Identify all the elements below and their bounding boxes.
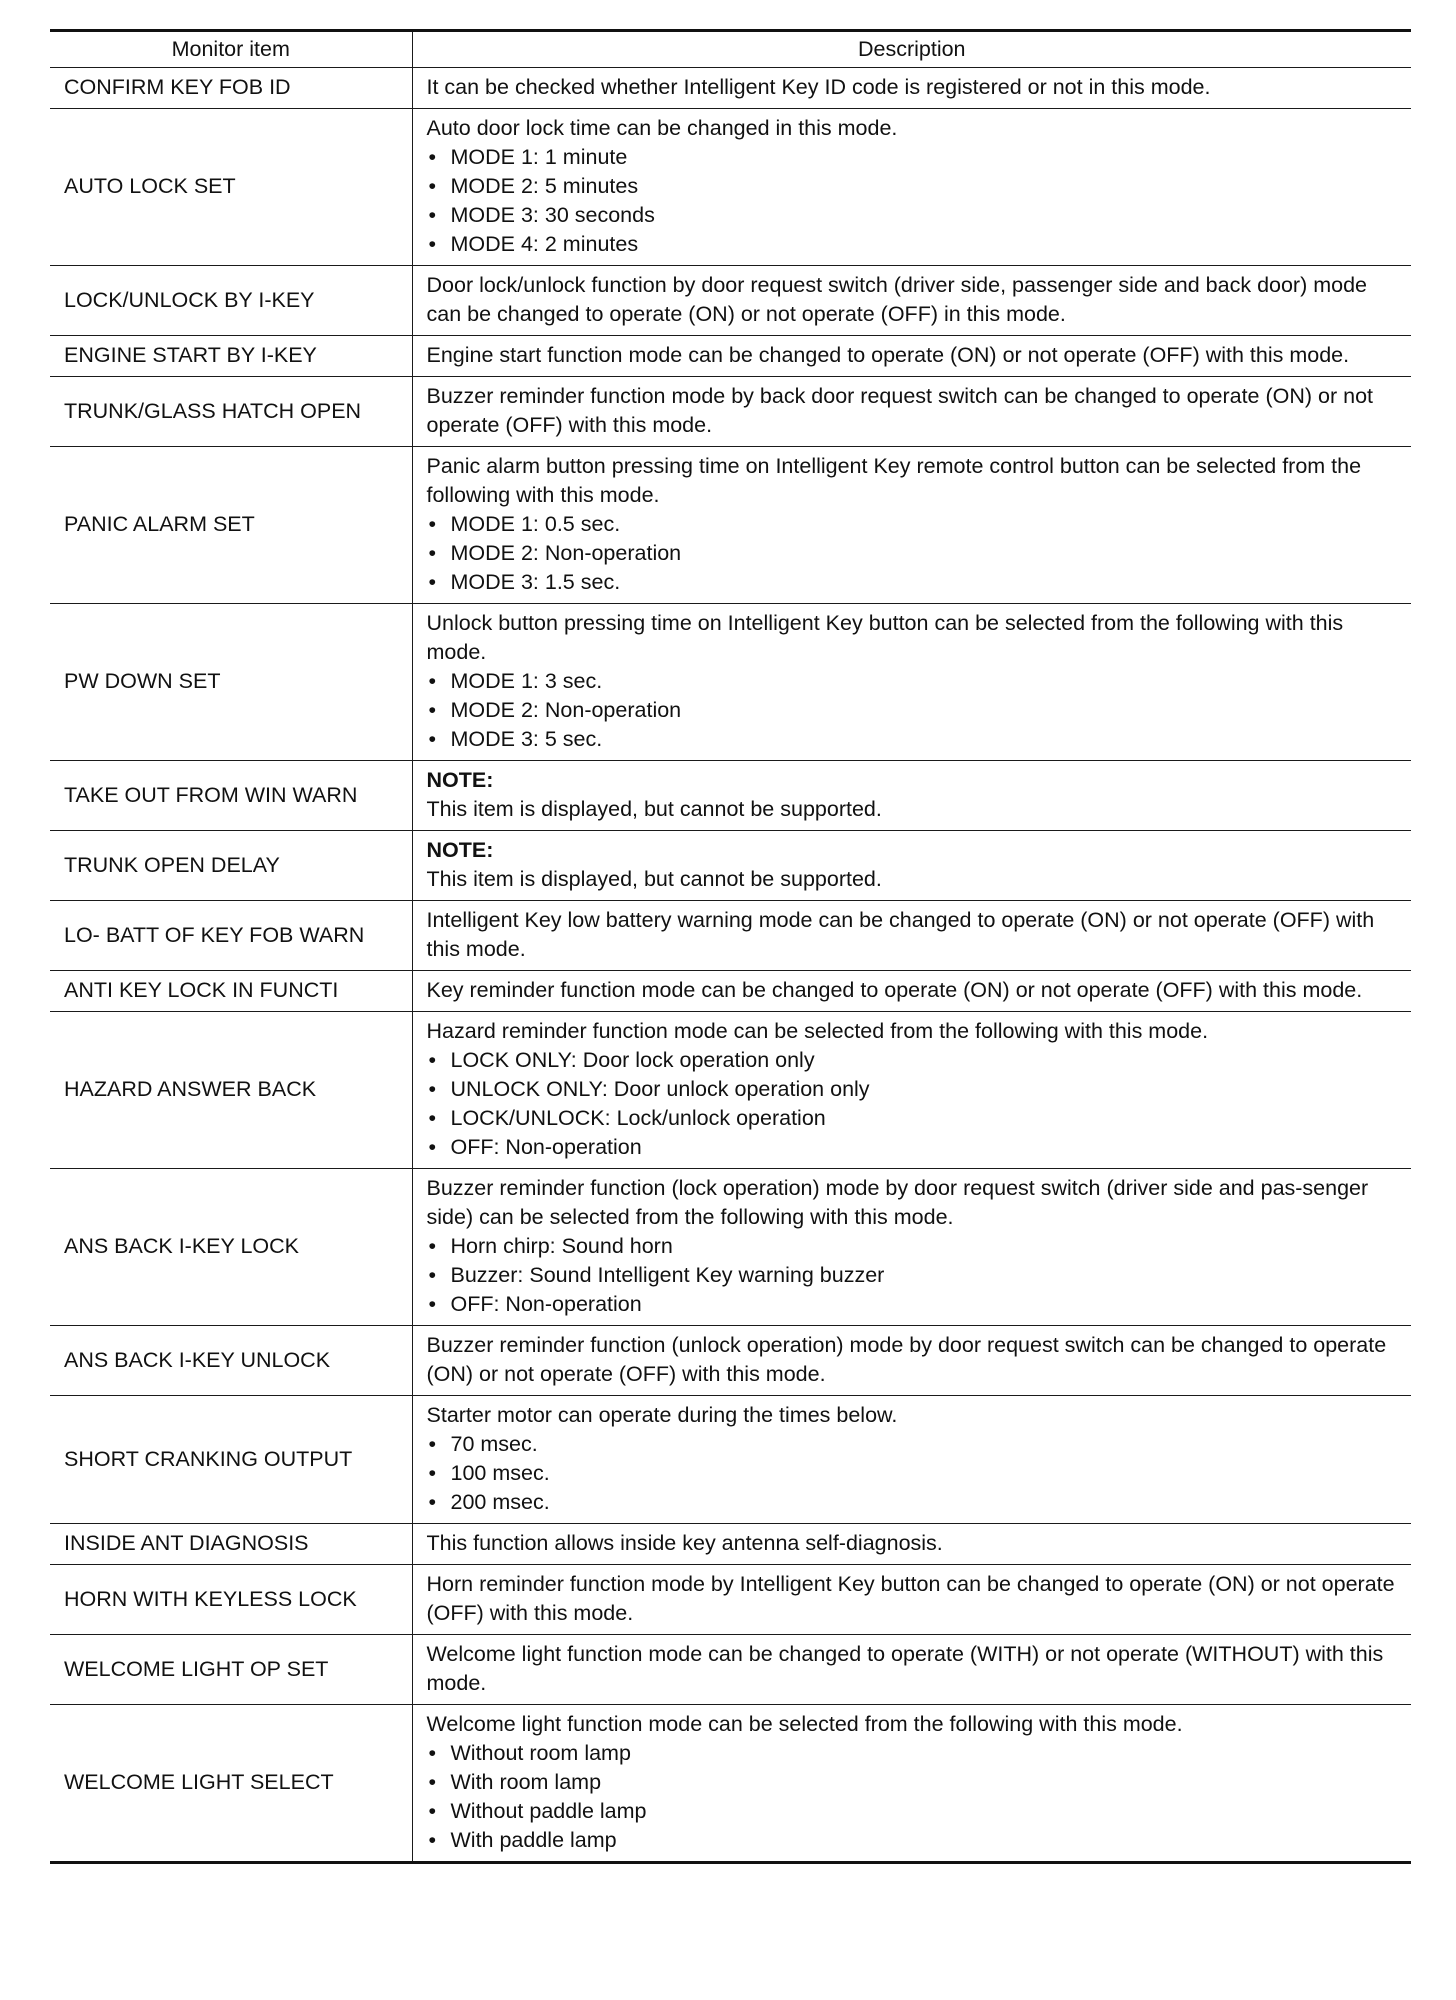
monitor-item-cell: ANS BACK I-KEY LOCK bbox=[50, 1169, 412, 1326]
bullet-item: • MODE 2: 5 minutes bbox=[427, 172, 1398, 201]
table-row bbox=[50, 1565, 1411, 1635]
description-text: It can be checked whether Intelligent Key ID code is registered or not in this mode. bbox=[426, 75, 1211, 99]
description-cell bbox=[412, 1012, 1411, 1169]
description-cell bbox=[412, 377, 1411, 447]
table-row bbox=[50, 1396, 1411, 1524]
monitor-item-cell: HORN WITH KEYLESS LOCK bbox=[50, 1565, 412, 1635]
monitor-item-cell: LOCK/UNLOCK BY I-KEY bbox=[50, 266, 412, 336]
monitor-item-cell: ANS BACK I-KEY UNLOCK bbox=[50, 1326, 412, 1396]
monitor-item-cell: WELCOME LIGHT OP SET bbox=[50, 1635, 412, 1705]
table-row bbox=[50, 109, 1411, 266]
bullet-list bbox=[427, 1430, 1398, 1517]
description-cell bbox=[412, 1565, 1411, 1635]
description-text: Key reminder function mode can be changed to operate (ON) or not operate (OFF) with this mode. bbox=[426, 978, 1363, 1002]
table-row bbox=[50, 604, 1411, 761]
bullet-item: • MODE 1: 0.5 sec. bbox=[427, 510, 1398, 539]
bullet-item: • OFF: Non-operation bbox=[427, 1133, 1398, 1162]
description-cell bbox=[412, 266, 1411, 336]
bullet-item: • With paddle lamp bbox=[427, 1826, 1398, 1855]
table-body bbox=[50, 68, 1411, 1863]
monitor-item-cell: AUTO LOCK SET bbox=[50, 109, 412, 266]
note-label: NOTE: bbox=[426, 838, 494, 862]
bullet-list bbox=[427, 667, 1398, 754]
description-cell bbox=[412, 1635, 1411, 1705]
bullet-item: • MODE 2: Non-operation bbox=[427, 539, 1398, 568]
monitor-item-cell: PANIC ALARM SET bbox=[50, 447, 412, 604]
description-cell bbox=[412, 604, 1411, 761]
bullet-item: • LOCK ONLY: Door lock operation only bbox=[427, 1046, 1398, 1075]
bullet-item: • MODE 3: 30 seconds bbox=[427, 201, 1398, 230]
description-cell bbox=[412, 1326, 1411, 1396]
bullet-item: • Buzzer: Sound Intelligent Key warning buzzer bbox=[427, 1261, 1398, 1290]
monitor-item-cell: WELCOME LIGHT SELECT bbox=[50, 1705, 412, 1863]
table-row bbox=[50, 447, 1411, 604]
description-text: Horn reminder function mode by Intelligent Key button can be changed to operate (ON) or not operate (OFF) with this mode. bbox=[426, 1572, 1395, 1625]
note-label: NOTE: bbox=[426, 768, 494, 792]
monitor-item-cell: INSIDE ANT DIAGNOSIS bbox=[50, 1524, 412, 1565]
bullet-item: • 200 msec. bbox=[427, 1488, 1398, 1517]
description-text: Auto door lock time can be changed in this mode. bbox=[426, 116, 898, 140]
table-row bbox=[50, 1635, 1411, 1705]
description-text: Buzzer reminder function (unlock operation) mode by door request switch can be changed to operate (ON) or not operate (OFF) with this mode. bbox=[426, 1333, 1387, 1386]
description-cell bbox=[412, 1396, 1411, 1524]
description-text: Unlock button pressing time on Intelligent Key button can be selected from the following with this mode. bbox=[426, 611, 1344, 664]
bullet-item: • OFF: Non-operation bbox=[427, 1290, 1398, 1319]
table-row bbox=[50, 901, 1411, 971]
description-text: Engine start function mode can be changed to operate (ON) or not operate (OFF) with this mode. bbox=[426, 343, 1350, 367]
description-text: This function allows inside key antenna self-diagnosis. bbox=[426, 1531, 943, 1555]
bullet-item: • With room lamp bbox=[427, 1768, 1398, 1797]
table-row bbox=[50, 1012, 1411, 1169]
table-row bbox=[50, 1169, 1411, 1326]
description-text: Panic alarm button pressing time on Intelligent Key remote control button can be selected from the following with this mode. bbox=[426, 454, 1362, 507]
bullet-item: • MODE 3: 5 sec. bbox=[427, 725, 1398, 754]
description-text: Starter motor can operate during the times below. bbox=[426, 1403, 898, 1427]
description-text: Buzzer reminder function (lock operation) mode by door request switch (driver side and pas-senger side) can be selected from the following with this mode. bbox=[426, 1176, 1369, 1229]
description-cell bbox=[412, 761, 1411, 831]
bullet-item: • LOCK/UNLOCK: Lock/unlock operation bbox=[427, 1104, 1398, 1133]
table-row bbox=[50, 1524, 1411, 1565]
description-cell bbox=[412, 1705, 1411, 1863]
table-header-row bbox=[50, 31, 1411, 68]
table-row bbox=[50, 971, 1411, 1012]
description-cell bbox=[412, 336, 1411, 377]
description-cell bbox=[412, 901, 1411, 971]
description-cell bbox=[412, 1524, 1411, 1565]
table-row bbox=[50, 761, 1411, 831]
table-row bbox=[50, 266, 1411, 336]
bullet-list bbox=[427, 1739, 1398, 1855]
description-cell bbox=[412, 1169, 1411, 1326]
description-cell bbox=[412, 109, 1411, 266]
bullet-item: • Without paddle lamp bbox=[427, 1797, 1398, 1826]
description-text: Door lock/unlock function by door request switch (driver side, passenger side and back door) mode can be changed to operate (ON) or not operate (OFF) in this mode. bbox=[426, 273, 1368, 326]
bullet-item: • MODE 4: 2 minutes bbox=[427, 230, 1398, 259]
bullet-item: • Horn chirp: Sound horn bbox=[427, 1232, 1398, 1261]
monitor-item-cell: SHORT CRANKING OUTPUT bbox=[50, 1396, 412, 1524]
description-cell bbox=[412, 831, 1411, 901]
table-row bbox=[50, 1326, 1411, 1396]
bullet-item: • MODE 2: Non-operation bbox=[427, 696, 1398, 725]
description-text: Hazard reminder function mode can be selected from the following with this mode. bbox=[426, 1019, 1209, 1043]
bullet-list bbox=[427, 1232, 1398, 1319]
monitor-item-cell: ANTI KEY LOCK IN FUNCTI bbox=[50, 971, 412, 1012]
monitor-item-cell: TAKE OUT FROM WIN WARN bbox=[50, 761, 412, 831]
monitor-item-cell: CONFIRM KEY FOB ID bbox=[50, 68, 412, 109]
table-row bbox=[50, 831, 1411, 901]
description-text: Welcome light function mode can be changed to operate (WITH) or not operate (WITHOUT) with this mode. bbox=[426, 1642, 1384, 1695]
bullet-list bbox=[427, 143, 1398, 259]
monitor-item-cell: PW DOWN SET bbox=[50, 604, 412, 761]
bullet-item: • 100 msec. bbox=[427, 1459, 1398, 1488]
bullet-list bbox=[427, 510, 1398, 597]
monitor-item-cell: ENGINE START BY I-KEY bbox=[50, 336, 412, 377]
bullet-list bbox=[427, 1046, 1398, 1162]
description-text: Welcome light function mode can be selected from the following with this mode. bbox=[426, 1712, 1183, 1736]
bullet-item: • 70 msec. bbox=[427, 1430, 1398, 1459]
table-row bbox=[50, 68, 1411, 109]
description-cell bbox=[412, 447, 1411, 604]
description-text: Buzzer reminder function mode by back door request switch can be changed to operate (ON) or not operate (OFF) with this mode. bbox=[426, 384, 1374, 437]
description-cell bbox=[412, 68, 1411, 109]
monitor-item-cell: HAZARD ANSWER BACK bbox=[50, 1012, 412, 1169]
bullet-item: • MODE 1: 3 sec. bbox=[427, 667, 1398, 696]
table-row bbox=[50, 1705, 1411, 1863]
monitor-item-table bbox=[50, 29, 1411, 1864]
monitor-item-cell: LO- BATT OF KEY FOB WARN bbox=[50, 901, 412, 971]
bullet-item: • UNLOCK ONLY: Door unlock operation only bbox=[427, 1075, 1398, 1104]
description-text: This item is displayed, but cannot be supported. bbox=[426, 867, 882, 891]
description-text: This item is displayed, but cannot be supported. bbox=[426, 797, 882, 821]
description-text: Intelligent Key low battery warning mode can be changed to operate (ON) or not operate (OFF) with this mode. bbox=[426, 908, 1375, 961]
bullet-item: • MODE 3: 1.5 sec. bbox=[427, 568, 1398, 597]
monitor-item-cell: TRUNK OPEN DELAY bbox=[50, 831, 412, 901]
bullet-item: • Without room lamp bbox=[427, 1739, 1398, 1768]
description-cell bbox=[412, 971, 1411, 1012]
bullet-item: • MODE 1: 1 minute bbox=[427, 143, 1398, 172]
monitor-item-cell: TRUNK/GLASS HATCH OPEN bbox=[50, 377, 412, 447]
column-header-description: Description bbox=[412, 31, 1411, 68]
table-row bbox=[50, 377, 1411, 447]
table-row bbox=[50, 336, 1411, 377]
column-header-monitor-item: Monitor item bbox=[50, 31, 412, 68]
